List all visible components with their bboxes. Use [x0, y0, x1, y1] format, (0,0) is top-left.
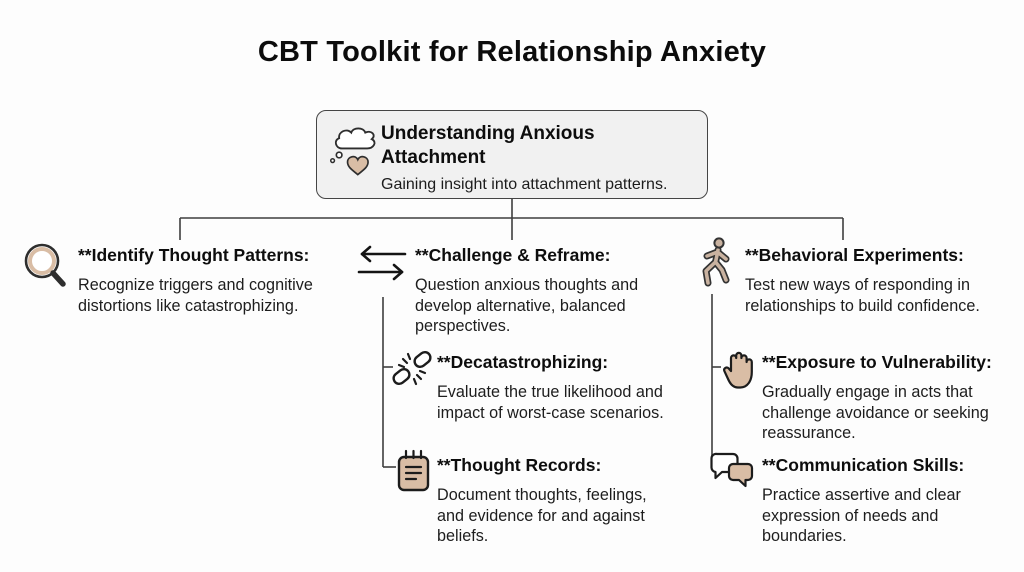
subitem-title-communication-skills: **Communication Skills: [762, 455, 965, 475]
branch-title-behavioral-experiments: **Behavioral Experiments: [745, 245, 964, 265]
swap-arrows-icon [357, 245, 409, 283]
raised-hand-icon [722, 349, 756, 391]
root-subtitle: Gaining insight into attachment patterns. [381, 175, 668, 193]
subitem-title-thought-records: **Thought Records: [437, 455, 602, 475]
page-title: CBT Toolkit for Relationship Anxiety [257, 36, 767, 68]
subitem-description: Gradually engage in acts that challenge avoidance or seeking reassurance. [762, 383, 989, 443]
branch-description: Question anxious thoughts and develop alternative, balanced perspectives. [415, 276, 639, 336]
subitem-title-exposure-to-vulnerability: **Exposure to Vulnerability: [762, 352, 992, 372]
magnifier-icon [18, 239, 76, 297]
subitem-description: Evaluate the true likelihood and impact of worst-case scenarios. [437, 383, 664, 422]
thought-bubble-heart-icon [327, 125, 383, 185]
notepad-icon [396, 449, 432, 493]
branch-title-challenge-reframe: **Challenge & Reframe: [415, 245, 611, 265]
speech-bubbles-icon [710, 452, 756, 490]
root-title: Understanding Anxious Attachment [381, 123, 595, 169]
walking-person-icon [696, 237, 736, 291]
subitem-title-decatastrophizing: **Decatastrophizing: [437, 352, 609, 372]
branch-description: Recognize triggers and cognitive distortions like catastrophizing. [78, 276, 313, 315]
broken-link-icon [390, 347, 434, 391]
subitem-description: Document thoughts, feelings, and evidence for and against beliefs. [437, 486, 647, 546]
subitem-description: Practice assertive and clear expression of needs and boundaries. [762, 486, 961, 546]
branch-title-identify-thought-patterns: **Identify Thought Patterns: [78, 245, 310, 265]
root-node-understanding-anxious-attachment [316, 110, 708, 199]
branch-description: Test new ways of responding in relationships to build confidence. [745, 276, 980, 315]
